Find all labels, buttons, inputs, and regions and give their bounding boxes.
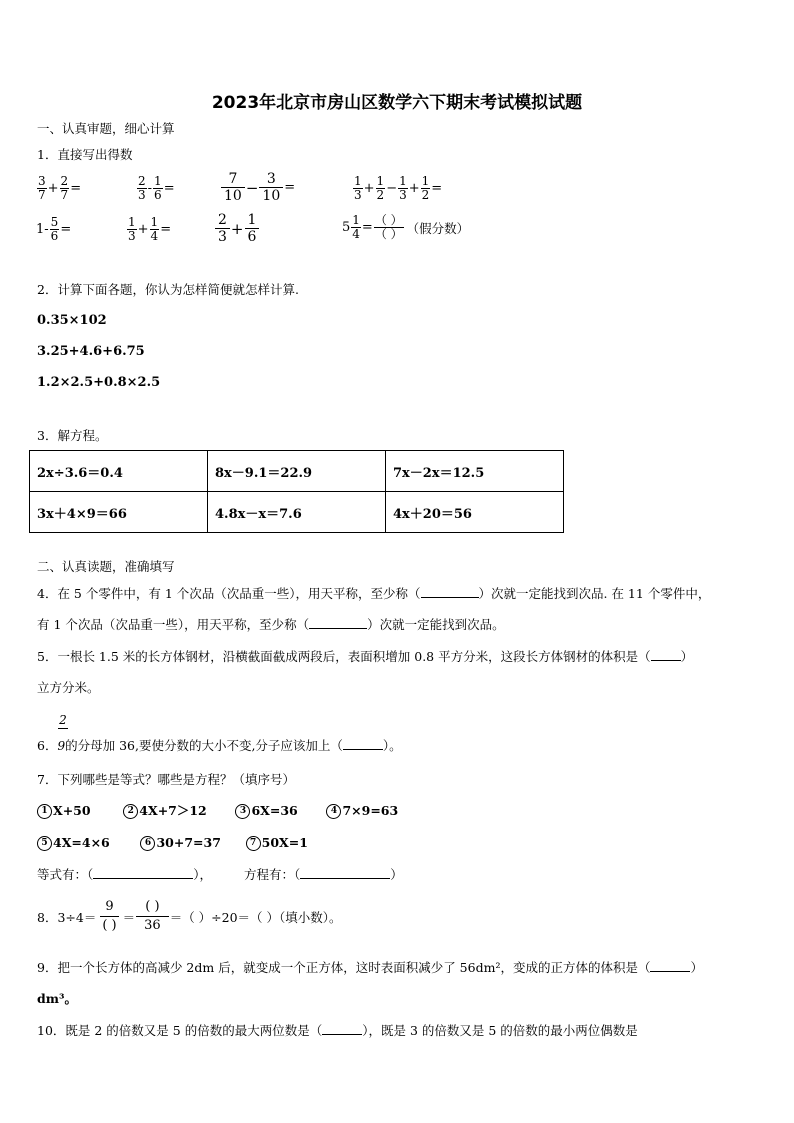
q1-expr-1: $\frac{3}{7}$ + $\frac{2}{7}$ =: [38, 174, 82, 202]
answer-blank[interactable]: [93, 878, 193, 879]
q1-expr-4: $\frac{1}{3}$ + $\frac{1}{2}$ − $\frac{1}{3}$ + $\frac{1}{2}$ =: [354, 174, 443, 202]
section-heading-2: 二、认真读题，准确填写: [37, 559, 175, 574]
question-6: 6．9的分母加 36,要使分数的大小不变,分子应该加上（ ）。: [37, 738, 402, 753]
fraction: $\frac{1}{6}$: [245, 212, 260, 245]
fraction: $\frac{1}{2}$: [376, 174, 385, 202]
answer-blank[interactable]: [650, 971, 690, 972]
question-3-label: 3．解方程。: [37, 428, 108, 443]
answer-blank[interactable]: [322, 1034, 362, 1035]
circled-number: 5: [37, 836, 52, 851]
answer-blank[interactable]: [300, 878, 390, 879]
fraction: $\frac{5}{6}$: [50, 215, 59, 243]
fraction: $\frac{2}{3}$: [138, 174, 146, 202]
fraction: $\frac{1}{4}$: [352, 213, 360, 241]
question-9-line-2: dm³。: [37, 991, 77, 1006]
q1-expr-7: $\frac{2}{3}$ + $\frac{1}{6}$: [214, 212, 260, 245]
table-cell: 4x＋20＝56: [386, 492, 564, 533]
q1-expr-8: 5 $\frac{1}{4}$ = $\frac{( )}{( )}$ （假分数）: [342, 213, 470, 241]
table-cell: 4.8x－x＝7.6: [208, 492, 386, 533]
section-heading-1: 一、认真审题，细心计算: [37, 121, 175, 136]
fraction: $\frac{1}{2}$: [421, 174, 430, 202]
q7-options-row-2: 5 4X=4×6 6 30+7=37 7 50X=1: [37, 834, 308, 852]
fraction: $\frac{2}{3}$: [215, 212, 230, 245]
question-9-line-1: 9．把一个长方体的高减少 2dm 后，就变成一个正方体，这时表面积减少了 56dm²，变成的正方体的体积是（ ）: [37, 960, 703, 975]
fraction: $\frac{1}{6}$: [154, 174, 162, 202]
answer-blank[interactable]: [421, 597, 479, 598]
answer-blank[interactable]: [343, 749, 383, 750]
q1-expr-5: 1- $\frac{5}{6}$ =: [36, 215, 72, 243]
fraction: $\frac{2}{7}$: [60, 174, 69, 202]
table-row: [30, 451, 564, 492]
fraction: $\frac{1}{3}$: [399, 174, 407, 202]
page-title: 2023年北京市房山区数学六下期末考试模拟试题: [211, 93, 583, 113]
question-4-line-2: 有 1 个次品（次品重一些），用天平称，至少称（ ）次就一定能找到次品。: [37, 617, 505, 632]
circled-number: 1: [37, 804, 52, 819]
fraction: $\frac{3}{10}$: [259, 171, 283, 204]
question-4-line-1: 4．在 5 个零件中，有 1 个次品（次品重一些），用天平称，至少称（ ）次就一定能找到次品. 在 11 个零件中，: [37, 586, 711, 601]
table-row: [30, 492, 564, 533]
table-cell: 3x＋4×9＝66: [30, 492, 208, 533]
question-2-label: 2．计算下面各题，你认为怎样简便就怎样计算.: [37, 282, 299, 297]
question-5-line-1: 5．一根长 1.5 米的长方体钢材，沿横截面截成两段后，表面积增加 0.8 平方分米，这段长方体钢材的体积是（ ）: [37, 649, 694, 664]
circled-number: 3: [235, 804, 250, 819]
question-7-label: 7．下列哪些是等式？哪些是方程？（填序号）: [37, 772, 295, 787]
q1-expr-6: $\frac{1}{3}$ + $\frac{1}{4}$ =: [128, 215, 172, 243]
fraction: $\frac{9}{( )}$: [102, 899, 117, 933]
fraction: $\frac{1}{3}$: [354, 174, 362, 202]
q2-item-2: 3.25+4.6+6.75: [37, 344, 145, 359]
fraction: $\frac{7}{10}$: [221, 171, 245, 204]
equation-table: [29, 450, 564, 533]
answer-blank[interactable]: [309, 628, 367, 629]
q7-answers: 等式有：（ ）， 方程有：（ ）: [37, 867, 403, 882]
question-10: 10．既是 2 的倍数又是 5 的倍数的最大两位数是（ ），既是 3 的倍数又是 5 的倍数的最小两位偶数是: [37, 1023, 638, 1038]
circled-number: 6: [140, 836, 155, 851]
table-cell: 7x－2x＝12.5: [386, 451, 564, 492]
q2-item-1: 0.35×102: [37, 313, 107, 328]
circled-number: 4: [326, 804, 341, 819]
q6-fraction: [58, 713, 68, 729]
question-8: 8．3÷4＝ $\frac{9}{( )}$ ＝ $\frac{( )}{36}$ ＝（ ）÷20＝（ ）（填小数）。: [37, 899, 342, 933]
q6-denominator: 9: [57, 739, 66, 753]
fraction: $\frac{( )}{36}$: [136, 898, 169, 935]
table-cell: 8x－9.1＝22.9: [208, 451, 386, 492]
q1-expr-2: $\frac{2}{3}$ - $\frac{1}{6}$ =: [138, 174, 175, 202]
fraction: $\frac{1}{3}$: [128, 215, 136, 243]
fraction: $\frac{3}{7}$: [38, 174, 46, 202]
q7-options-row-1: 1 X+50 2 4X+7＞12 3 6X=36 4 7×9=63: [37, 802, 398, 820]
table-cell: 2x÷3.6＝0.4: [30, 451, 208, 492]
fraction: $\frac{1}{4}$: [150, 215, 159, 243]
circled-number: 2: [123, 804, 138, 819]
question-5-line-2: 立方分米。: [37, 680, 100, 695]
question-1-label: 1．直接写出得数: [37, 147, 133, 162]
q1-expr-3: $\frac{7}{10}$ − $\frac{3}{10}$ =: [220, 171, 295, 204]
circled-number: 7: [246, 836, 261, 851]
fraction: $\frac{( )}{( )}$: [374, 213, 403, 241]
q6-numerator: 2: [59, 713, 67, 727]
answer-blank[interactable]: [651, 660, 681, 661]
q2-item-3: 1.2×2.5+0.8×2.5: [37, 375, 161, 390]
